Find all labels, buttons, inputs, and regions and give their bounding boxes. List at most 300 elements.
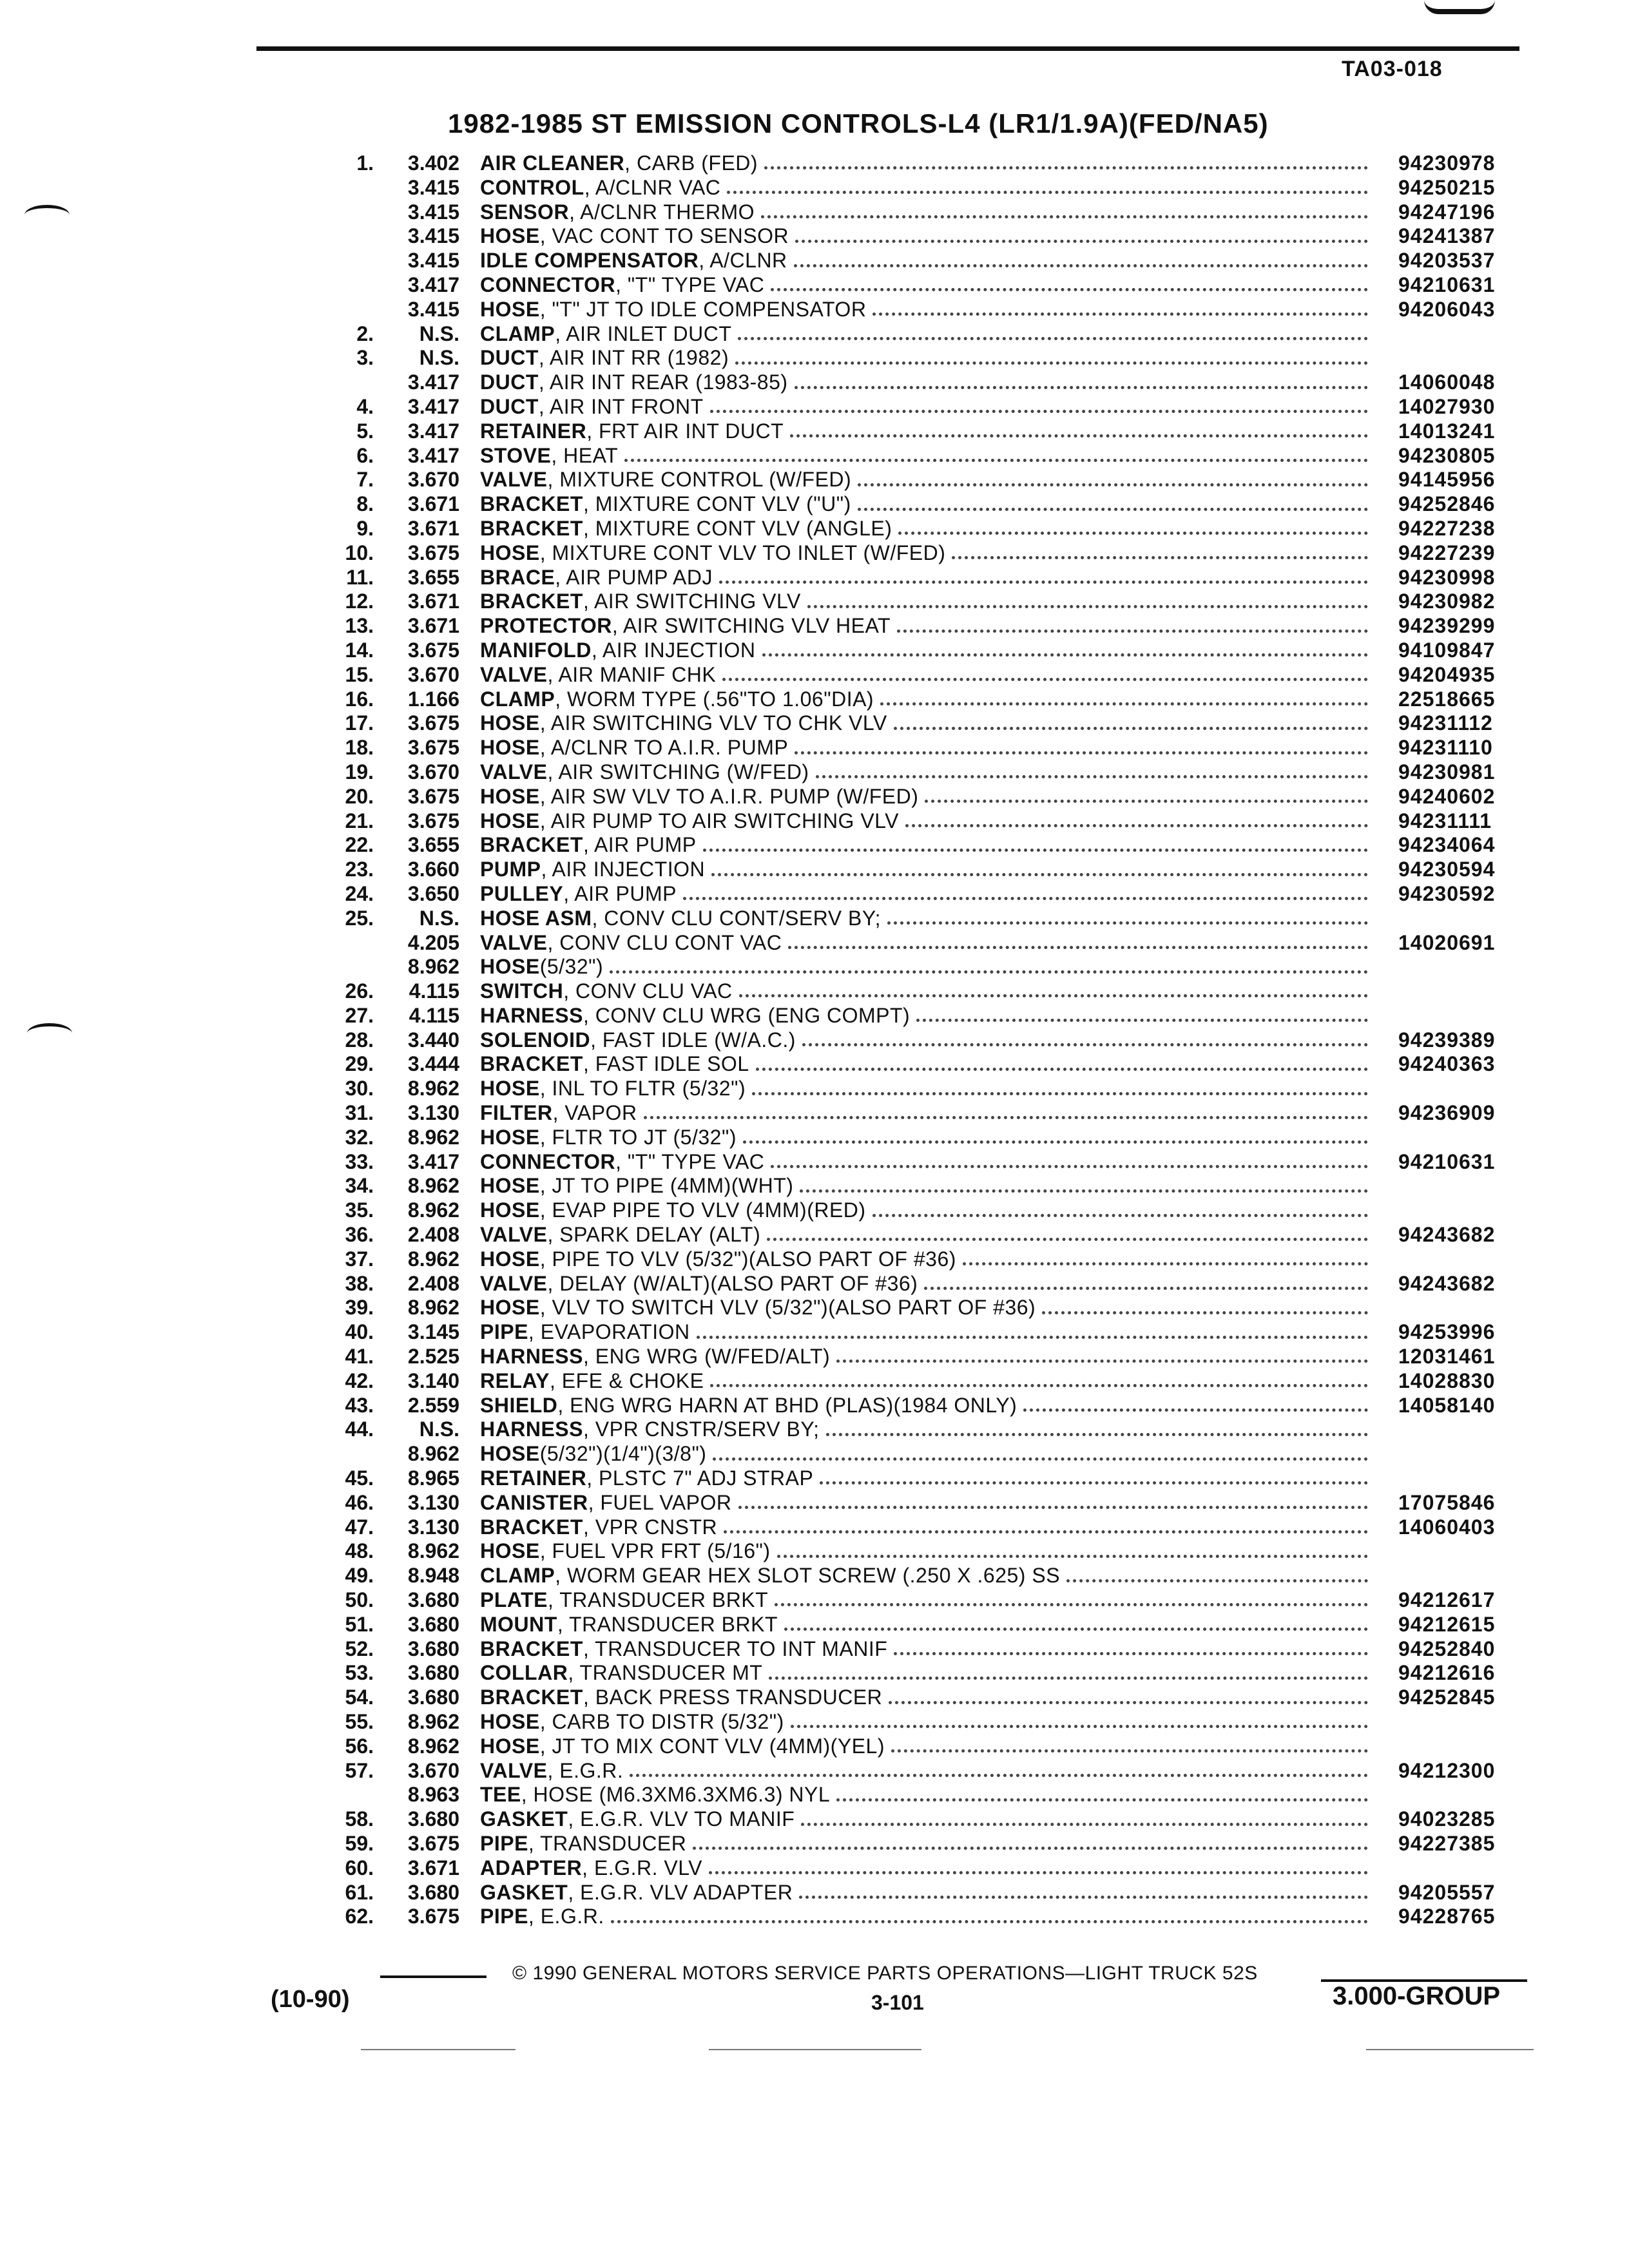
ref-number: 14.: [345, 638, 374, 662]
group-number: 8.948: [407, 1564, 459, 1588]
part-name: BRACE: [480, 565, 555, 589]
dot-leader: [872, 312, 1368, 316]
part-row: [0, 1272, 1629, 1296]
ref-number: 46.: [345, 1490, 374, 1514]
ref-number: 56.: [345, 1734, 374, 1758]
bottom-rule: [361, 2049, 516, 2050]
group-number: 2.408: [407, 1271, 459, 1295]
part-number: 94230978: [1398, 151, 1496, 175]
part-name: HOSE ASM: [480, 906, 592, 930]
dot-leader: [771, 1165, 1368, 1168]
group-number: 3.415: [407, 249, 459, 273]
part-description: [480, 1174, 1368, 1198]
part-name: PIPE: [480, 1905, 528, 1928]
part-row: [0, 1247, 1629, 1272]
top-rule: [256, 46, 1519, 51]
part-description: [480, 1807, 1368, 1832]
ref-number: 45.: [345, 1466, 374, 1490]
part-name: HOSE: [480, 711, 540, 735]
dot-leader: [891, 1749, 1368, 1753]
dot-leader: [624, 459, 1368, 462]
part-name: HOSE: [480, 541, 540, 564]
group-number: 2.525: [407, 1345, 459, 1369]
part-number: 94109847: [1398, 638, 1496, 662]
group-number: 3.670: [407, 760, 459, 783]
dot-leader: [905, 824, 1368, 827]
part-description: [480, 566, 1368, 590]
ref-number: 31.: [345, 1101, 374, 1125]
part-description: [480, 639, 1368, 663]
part-name: HOSE: [480, 809, 540, 832]
part-description: [480, 1661, 1368, 1686]
dot-leader: [724, 1530, 1368, 1533]
part-row: [0, 1004, 1629, 1028]
part-number: 94252846: [1398, 492, 1496, 516]
group-number: 3.675: [407, 541, 459, 564]
part-detail: , AIR INLET DUCT: [555, 322, 732, 345]
part-detail: , AIR INJECTION: [591, 638, 756, 662]
ref-number: 5.: [356, 419, 374, 443]
part-row: [0, 711, 1629, 736]
part-detail: , "T" JT TO IDLE COMPENSATOR: [539, 297, 867, 321]
ref-number: 36.: [345, 1223, 374, 1247]
ref-number: 47.: [345, 1515, 374, 1539]
part-number: 94206043: [1398, 297, 1496, 321]
part-number: 14060048: [1398, 370, 1496, 394]
group-number: 3.417: [407, 370, 459, 394]
group-number: 3.417: [407, 419, 459, 443]
part-row: [0, 151, 1629, 176]
part-row: [0, 955, 1629, 979]
part-name: SHIELD: [480, 1393, 558, 1417]
part-name: VALVE: [480, 760, 548, 783]
part-row: [0, 566, 1629, 590]
ref-number: 4.: [356, 394, 374, 418]
part-detail: , EFE & CHOKE: [550, 1369, 704, 1392]
group-number: 3.140: [407, 1369, 459, 1392]
part-description: [480, 273, 1368, 298]
part-row: [0, 639, 1629, 663]
ref-number: 21.: [345, 809, 374, 832]
group-number: 3.671: [407, 590, 459, 613]
part-description: [480, 1126, 1368, 1150]
part-description: [480, 1101, 1368, 1126]
dot-leader: [894, 727, 1368, 730]
page-number: 3-101: [871, 1991, 924, 2014]
part-row: [0, 322, 1629, 347]
part-detail: , MIXTURE CONT VLV (ANGLE): [583, 516, 892, 540]
footer-group: 3.000-GROUP: [1333, 1982, 1501, 2010]
ref-number: 57.: [345, 1758, 374, 1782]
part-detail: , VAPOR: [552, 1101, 637, 1125]
part-row: [0, 1028, 1629, 1053]
part-name: TEE: [480, 1783, 521, 1807]
ref-number: 18.: [345, 736, 374, 760]
part-detail: , A/CLNR TO A.I.R. PUMP: [539, 736, 789, 760]
part-row: [0, 1710, 1629, 1735]
part-detail: , E.G.R. VLV TO MANIF: [568, 1807, 795, 1831]
part-detail: , A/CLNR VAC: [584, 175, 721, 199]
dot-leader: [710, 410, 1368, 413]
part-detail: , CONV CLU CONT/SERV BY;: [592, 906, 882, 930]
group-number: 3.675: [407, 809, 459, 832]
dot-leader: [767, 1238, 1368, 1241]
part-number: 94212617: [1398, 1588, 1496, 1612]
part-row: [0, 858, 1629, 882]
part-number: 94227238: [1398, 516, 1496, 540]
part-row: [0, 1223, 1629, 1247]
group-number: 8.965: [407, 1466, 459, 1490]
part-name: HOSE: [480, 1125, 540, 1149]
ref-number: 32.: [345, 1125, 374, 1149]
part-description: [480, 955, 1368, 979]
part-name: VALVE: [480, 1223, 548, 1247]
part-row: [0, 1418, 1629, 1442]
part-number: 14060403: [1398, 1515, 1496, 1539]
part-detail: , MIXTURE CONT VLV TO INLET (W/FED): [539, 541, 946, 564]
dot-leader: [820, 1481, 1368, 1485]
part-name: BRACKET: [480, 1052, 583, 1076]
ref-number: 29.: [345, 1052, 374, 1076]
group-number: 1.166: [407, 687, 459, 711]
group-number: 3.444: [407, 1052, 459, 1076]
ref-number: 61.: [345, 1880, 374, 1904]
part-detail: , FUEL VAPOR: [588, 1490, 732, 1514]
part-detail: , PIPE TO VLV (5/32")(ALSO PART OF #36): [539, 1247, 956, 1271]
dot-leader: [800, 1189, 1368, 1193]
part-row: [0, 370, 1629, 395]
dot-leader: [801, 1823, 1368, 1826]
ref-number: 27.: [345, 1003, 374, 1027]
part-row: [0, 249, 1629, 273]
ref-number: 10.: [345, 541, 374, 564]
dot-leader: [756, 1068, 1368, 1071]
part-detail: , FUEL VPR FRT (5/16"): [539, 1539, 771, 1563]
part-detail: , AIR INT REAR (1983-85): [538, 370, 788, 394]
part-detail: , AIR PUMP TO AIR SWITCHING VLV: [539, 809, 899, 832]
group-number: 3.680: [407, 1661, 459, 1685]
part-row: [0, 1759, 1629, 1783]
group-number: 4.115: [409, 1003, 459, 1027]
part-detail: , AIR INT FRONT: [538, 394, 704, 418]
group-number: 3.680: [407, 1637, 459, 1660]
group-number: 8.962: [407, 1247, 459, 1271]
part-row: [0, 492, 1629, 517]
dot-leader: [611, 1920, 1368, 1923]
part-row: [0, 1661, 1629, 1686]
dot-leader: [630, 1774, 1368, 1777]
part-detail: , VAC CONT TO SENSOR: [539, 224, 789, 248]
ref-number: 49.: [345, 1564, 374, 1588]
group-number: 8.962: [407, 1539, 459, 1563]
group-number: 3.670: [407, 662, 459, 686]
part-detail: , VPR CNSTR/SERV BY;: [583, 1418, 820, 1441]
ref-number: 62.: [345, 1905, 374, 1928]
part-row: [0, 979, 1629, 1004]
part-detail: , CONV CLU VAC: [563, 979, 733, 1003]
part-name: CONNECTOR: [480, 1149, 616, 1173]
part-name: HOSE: [480, 297, 540, 321]
group-number: 3.655: [407, 833, 459, 857]
dot-leader: [727, 191, 1368, 194]
group-number: 3.680: [407, 1612, 459, 1636]
part-detail: , AIR INT RR (1982): [538, 346, 729, 370]
dot-leader: [769, 1677, 1368, 1680]
ref-number: 42.: [345, 1369, 374, 1392]
dot-leader: [952, 556, 1368, 559]
dot-leader: [795, 751, 1368, 754]
part-row: [0, 1101, 1629, 1126]
page-title: 1982-1985 ST EMISSION CONTROLS-L4 (LR1/1.9A)(FED/NA5): [448, 108, 1269, 139]
part-row: [0, 590, 1629, 614]
part-number: 94212616: [1398, 1661, 1496, 1685]
group-number: 8.962: [407, 1077, 459, 1100]
ref-number: 59.: [345, 1831, 374, 1855]
dot-leader: [1023, 1408, 1368, 1412]
part-description: [480, 590, 1368, 614]
part-name: VALVE: [480, 468, 548, 492]
dot-leader: [807, 605, 1368, 608]
dot-leader: [889, 1701, 1368, 1704]
part-name: CONNECTOR: [480, 273, 616, 296]
part-name: HOSE: [480, 1442, 540, 1466]
part-number: 94236909: [1398, 1101, 1496, 1125]
ref-number: 41.: [345, 1345, 374, 1369]
part-description: [480, 1150, 1368, 1175]
part-detail: , WORM TYPE (.56"TO 1.06"DIA): [555, 687, 874, 711]
part-name: HOSE: [480, 1174, 540, 1198]
part-name: VALVE: [480, 1271, 548, 1295]
part-row: [0, 907, 1629, 931]
part-description: [480, 1418, 1368, 1442]
part-number: 14020691: [1398, 930, 1496, 954]
ref-number: 39.: [345, 1296, 374, 1320]
part-detail: , AIR PUMP: [583, 833, 697, 857]
part-row: [0, 1296, 1629, 1320]
ref-number: 26.: [345, 979, 374, 1003]
ref-number: 40.: [345, 1320, 374, 1344]
part-row: [0, 1807, 1629, 1832]
part-row: [0, 1442, 1629, 1466]
part-number: 94212615: [1398, 1612, 1496, 1636]
group-number: N.S.: [419, 322, 459, 345]
part-description: [480, 1637, 1368, 1662]
part-name: PIPE: [480, 1831, 528, 1855]
part-name: RELAY: [480, 1369, 550, 1392]
group-number: 3.675: [407, 638, 459, 662]
part-detail: , AIR INJECTION: [541, 858, 706, 881]
part-row: [0, 687, 1629, 712]
part-name: VALVE: [480, 1758, 548, 1782]
group-number: 3.130: [407, 1101, 459, 1125]
part-detail: , ENG WRG (W/FED/ALT): [583, 1345, 831, 1369]
part-number: 94228765: [1398, 1905, 1496, 1928]
part-name: SOLENOID: [480, 1028, 591, 1052]
dot-leader: [795, 386, 1368, 389]
part-description: [480, 1588, 1368, 1613]
bottom-rule: [709, 2049, 921, 2050]
part-name: FILTER: [480, 1101, 553, 1125]
part-name: PLATE: [480, 1588, 548, 1612]
group-number: 4.205: [407, 930, 459, 954]
part-name: STOVE: [480, 443, 552, 467]
part-row: [0, 395, 1629, 419]
part-name: HOSE: [480, 784, 540, 808]
ref-number: 43.: [345, 1393, 374, 1417]
part-description: [480, 1394, 1368, 1418]
part-name: PIPE: [480, 1320, 528, 1344]
part-row: [0, 1491, 1629, 1515]
group-number: 3.655: [407, 565, 459, 589]
group-number: 3.417: [407, 394, 459, 418]
group-number: 3.675: [407, 1831, 459, 1855]
ref-number: 34.: [345, 1174, 374, 1198]
part-name: SENSOR: [480, 200, 570, 224]
part-number: 94250215: [1398, 175, 1496, 199]
part-detail: , HOSE (M6.3XM6.3XM6.3) NYL: [521, 1783, 831, 1807]
part-row: [0, 736, 1629, 760]
ref-number: 25.: [345, 906, 374, 930]
part-row: [0, 1369, 1629, 1394]
part-name: VALVE: [480, 662, 548, 686]
group-number: 3.415: [407, 175, 459, 199]
part-description: [480, 760, 1368, 785]
part-description: [480, 541, 1368, 566]
part-detail: , AIR SWITCHING VLV HEAT: [612, 614, 891, 638]
ref-number: 48.: [345, 1539, 374, 1563]
group-number: 8.962: [407, 1296, 459, 1320]
group-number: 3.415: [407, 297, 459, 321]
dot-leader: [738, 337, 1368, 340]
part-name: CLAMP: [480, 687, 555, 711]
part-description: [480, 907, 1368, 931]
part-detail: , HEAT: [551, 443, 619, 467]
part-name: HOSE: [480, 1296, 540, 1320]
part-description: [480, 1272, 1368, 1296]
part-number: 14058140: [1398, 1393, 1496, 1417]
part-row: [0, 1564, 1629, 1588]
part-description: [480, 1564, 1368, 1588]
part-name: DUCT: [480, 394, 539, 418]
dot-leader: [794, 264, 1368, 267]
part-row: [0, 1515, 1629, 1540]
part-detail: , AIR MANIF CHK: [547, 662, 717, 686]
part-number: 94230594: [1398, 858, 1496, 881]
part-description: [480, 322, 1368, 347]
part-detail: , MIXTURE CONTROL (W/FED): [547, 468, 852, 492]
part-description: [480, 833, 1368, 858]
part-detail: , JT TO MIX CONT VLV (4MM)(YEL): [539, 1734, 885, 1758]
part-number: 94231111: [1398, 809, 1492, 832]
part-detail: , A/CLNR: [699, 249, 787, 273]
part-detail: , E.G.R. VLV: [582, 1856, 702, 1879]
part-row: [0, 1735, 1629, 1759]
part-number: 94204935: [1398, 662, 1496, 686]
part-row: [0, 224, 1629, 249]
ref-number: 11.: [346, 565, 374, 589]
part-name: HOSE: [480, 1539, 540, 1563]
part-row: [0, 1150, 1629, 1175]
part-detail: , PLSTC 7" ADJ STRAP: [586, 1466, 814, 1490]
group-number: 3.671: [407, 516, 459, 540]
part-name: GASKET: [480, 1807, 568, 1831]
group-number: 3.415: [407, 200, 459, 224]
group-number: 3.670: [407, 468, 459, 492]
part-number: 94227385: [1398, 1831, 1496, 1855]
group-number: 3.680: [407, 1588, 459, 1612]
part-name: HOSE: [480, 224, 540, 248]
ref-number: 9.: [356, 516, 374, 540]
part-detail: , EVAPORATION: [528, 1320, 690, 1344]
part-description: [480, 736, 1368, 760]
dot-leader: [925, 800, 1368, 803]
part-row: [0, 785, 1629, 809]
part-row: [0, 1588, 1629, 1613]
part-name: MANIFOLD: [480, 638, 592, 662]
part-detail: , AIR PUMP ADJ: [555, 565, 713, 589]
part-description: [480, 468, 1368, 492]
ref-number: 6.: [356, 443, 374, 467]
ref-number: 22.: [345, 833, 374, 857]
group-number: 8.962: [407, 1125, 459, 1149]
part-row: [0, 273, 1629, 298]
part-number: 94243682: [1398, 1223, 1496, 1247]
group-number: 8.962: [407, 1198, 459, 1222]
group-number: 3.145: [407, 1320, 459, 1344]
part-description: [480, 687, 1368, 712]
part-row: [0, 1394, 1629, 1418]
dot-leader: [697, 1336, 1368, 1339]
part-detail: , FLTR TO JT (5/32"): [539, 1125, 737, 1149]
part-row: [0, 1686, 1629, 1710]
part-name: RETAINER: [480, 419, 587, 443]
part-name: ADAPTER: [480, 1856, 583, 1879]
group-number: 3.675: [407, 711, 459, 735]
ref-number: 16.: [345, 687, 374, 711]
dot-leader: [743, 1140, 1368, 1144]
part-description: [480, 1442, 1368, 1466]
part-name: COLLAR: [480, 1661, 568, 1685]
dot-leader: [739, 994, 1368, 997]
part-number: 94243682: [1398, 1271, 1496, 1295]
group-number: 3.671: [407, 492, 459, 516]
group-number: 3.417: [407, 443, 459, 467]
part-row: [0, 614, 1629, 639]
part-name: CANISTER: [480, 1490, 588, 1514]
part-description: [480, 298, 1368, 322]
part-description: [480, 663, 1368, 687]
part-detail: , AIR SWITCHING VLV TO CHK VLV: [539, 711, 887, 735]
part-name: HOSE: [480, 1247, 540, 1271]
part-number: 94230998: [1398, 565, 1496, 589]
part-description: [480, 1296, 1368, 1320]
group-number: 3.675: [407, 736, 459, 760]
part-name: HARNESS: [480, 1418, 583, 1441]
group-number: 3.417: [407, 273, 459, 296]
part-number: 94231112: [1398, 711, 1493, 735]
part-description: [480, 176, 1368, 200]
part-detail: , WORM GEAR HEX SLOT SCREW (.250 X .625) SS: [555, 1564, 1061, 1588]
ref-number: 28.: [345, 1028, 374, 1052]
dot-leader: [710, 1384, 1368, 1387]
ref-number: 8.: [356, 492, 374, 516]
part-row: [0, 1052, 1629, 1077]
copyright-notice: © 1990 GENERAL MOTORS SERVICE PARTS OPERATIONS—LIGHT TRUCK 52S: [512, 1963, 1258, 1984]
part-number: 94210631: [1398, 1149, 1496, 1173]
part-number: 94230592: [1398, 881, 1496, 905]
part-row: [0, 1320, 1629, 1345]
dot-leader: [764, 166, 1368, 169]
